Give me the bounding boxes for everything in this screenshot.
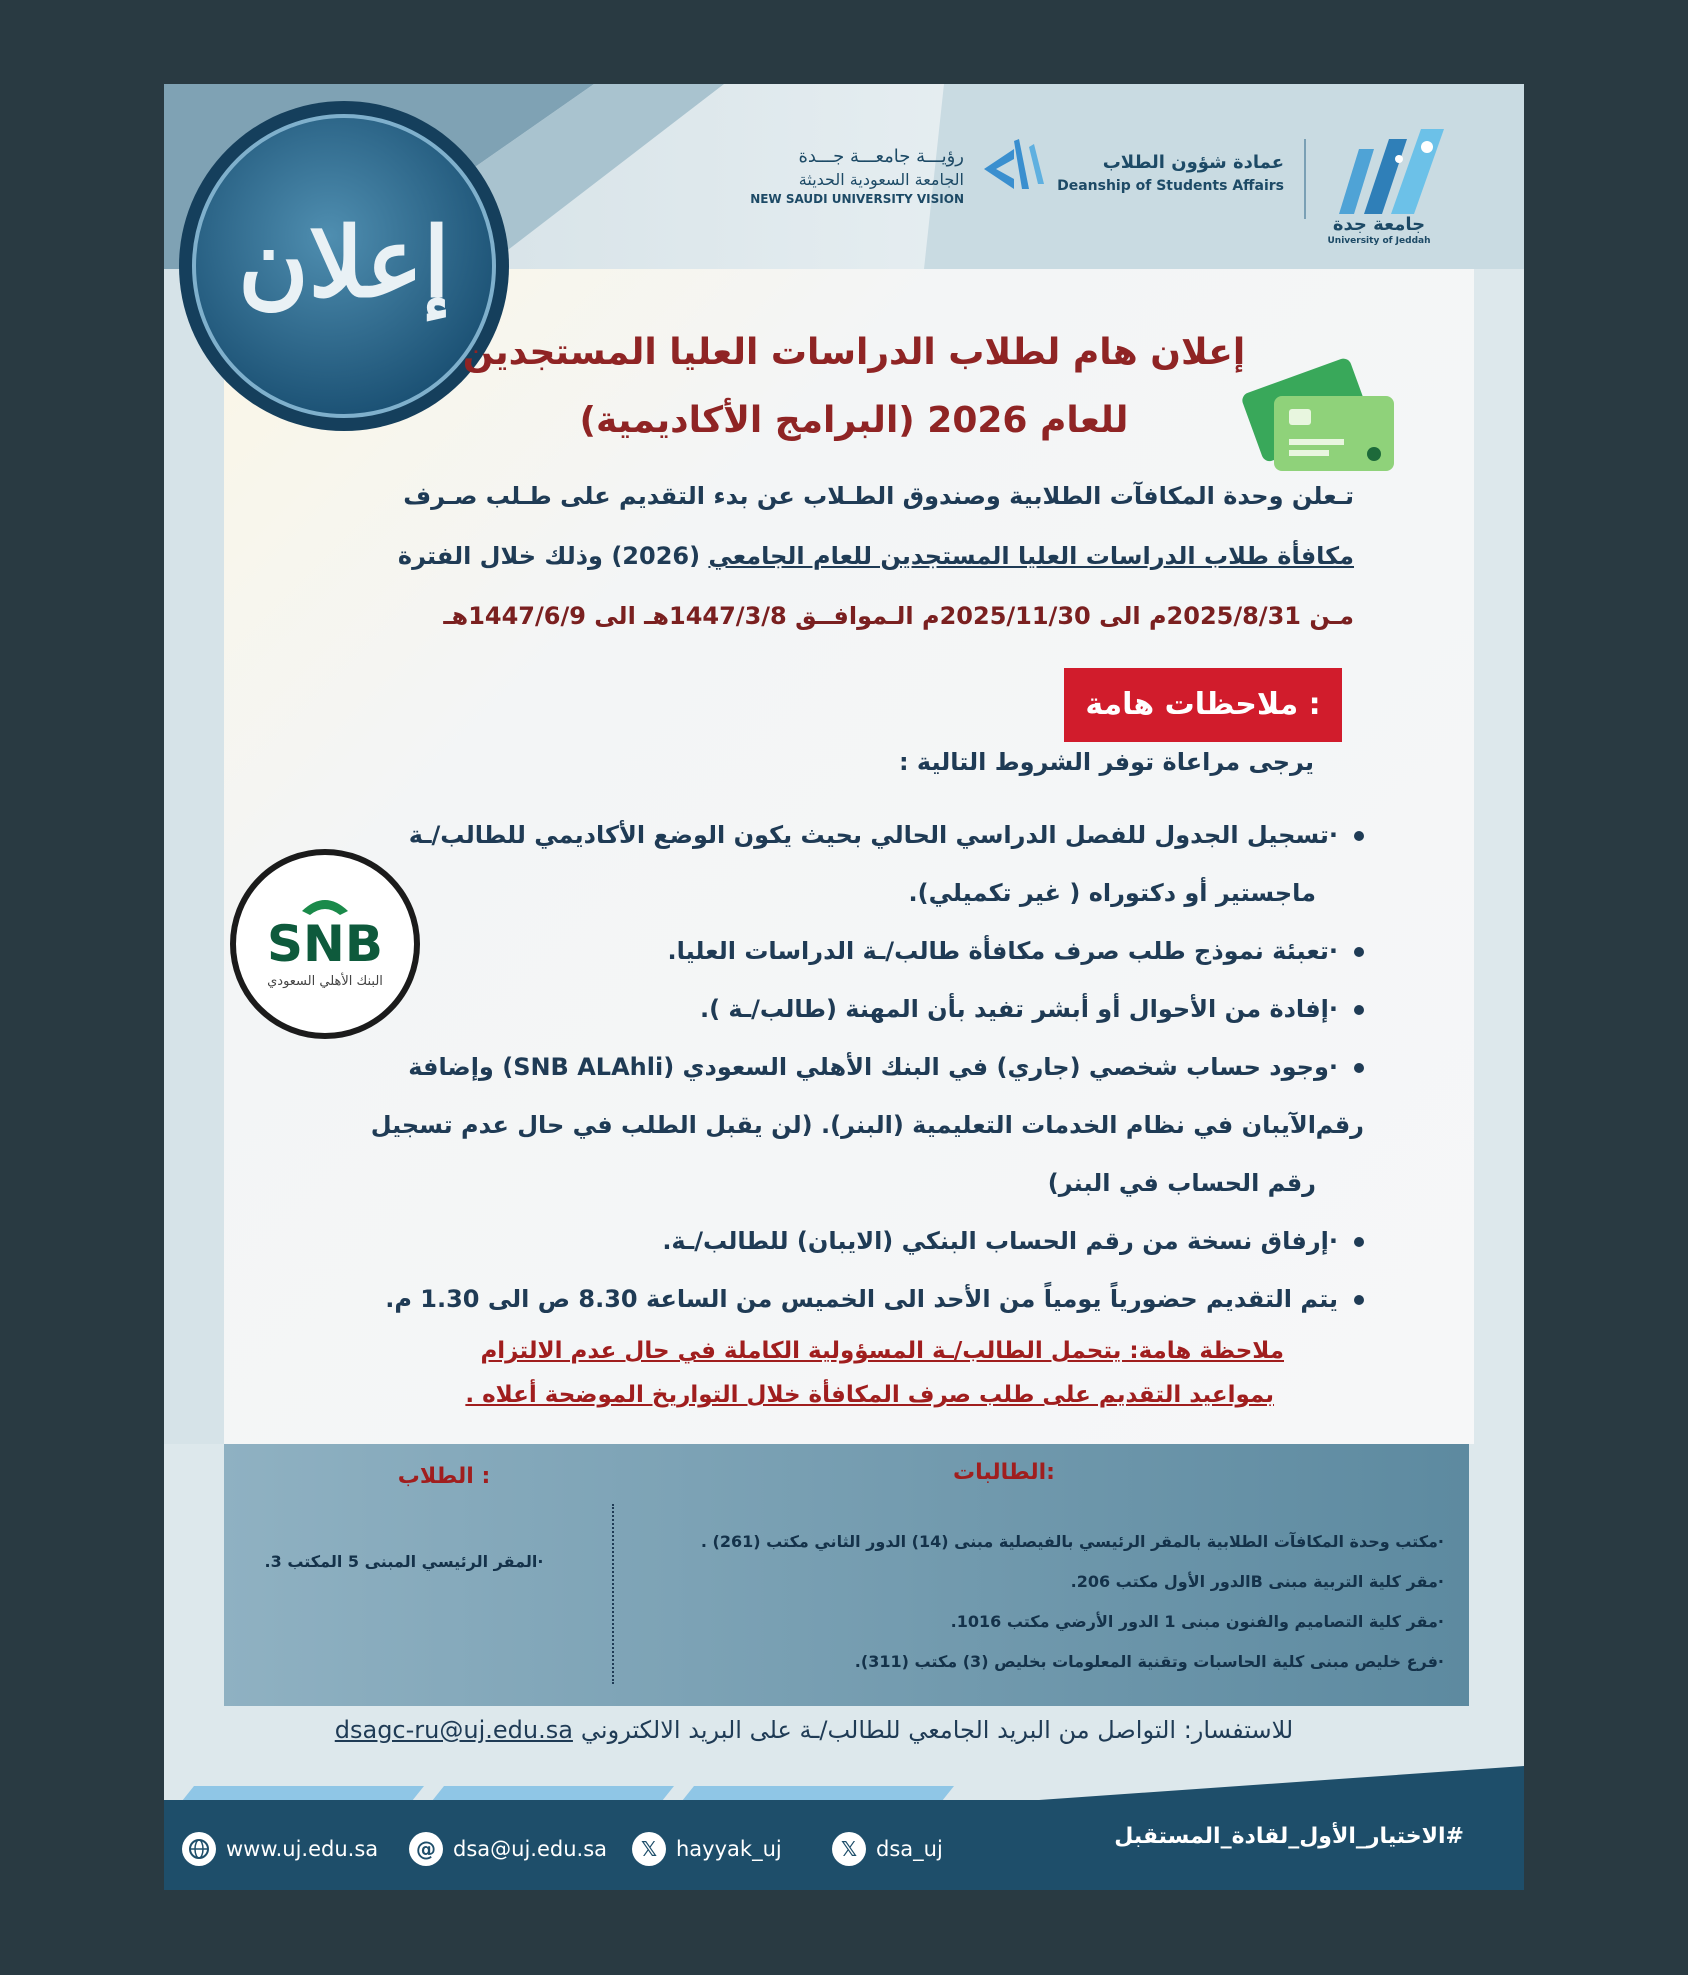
condition-item: ·إرفاق نسخة من رقم الحساب البنكي (الايبان) للطالب/ـة.: [364, 1212, 1364, 1270]
condition-item: ·تسجيل الجدول للفصل الدراسي الحالي بحيث يكون الوضع الأكاديمي للطالب/ـة: [364, 806, 1364, 864]
application-period: مـن 2025/8/31م الى 2025/11/30م الـموافــق 1447/3/8هـ الى 1447/6/9هـ: [443, 602, 1354, 630]
notes-badge: ملاحظات هامة :: [1064, 668, 1342, 742]
intro-line-1: تـعلن وحدة المكافآت الطلابية وصندوق الطـلاب عن بدء التقديم على طـلب صـرف: [403, 482, 1354, 510]
condition-item: ·إفادة من الأحوال أو أبشر تفيد بأن المهنة (طالب/ـة ).: [364, 980, 1364, 1038]
contact-line: [264, 1716, 1364, 1744]
contact-email-link[interactable]: dsagc-ru@uj.edu.sa: [334, 1716, 573, 1744]
x-logo-icon: 𝕏: [832, 1832, 866, 1866]
vision-subtitle-ar: الجامعة السعودية الحديثة: [798, 170, 964, 189]
intro-line-2-rest: (2026) وذلك خلال الفترة: [397, 542, 709, 570]
snb-bank-logo: [230, 849, 420, 1039]
bullet-icon: [1354, 1063, 1364, 1073]
female-location-item: ·فرع خليص مبنى كلية الحاسبات وتقنية المعلومات بخليص (3) مكتب (311).: [854, 1652, 1444, 1671]
program-name: مكافأة طلاب الدراسات العليا المستجدين للعام الجامعي: [708, 542, 1354, 570]
credit-card-icon: [1239, 354, 1399, 484]
female-locations-title: الطالبات:: [953, 1460, 1055, 1485]
headline-line-1: إعلان هام لطلاب الدراسات العليا المستجدين: [462, 332, 1246, 373]
university-name-en: University of Jeddah: [1327, 236, 1431, 246]
university-name: جامعة جدة: [1332, 214, 1426, 235]
x-logo-icon: 𝕏: [632, 1832, 666, 1866]
female-location-item: ·مقر كلية التصاميم والفنون مبنى 1 الدور الأرضي مكتب 1016.: [950, 1612, 1444, 1631]
at-icon: @: [409, 1832, 443, 1866]
bullet-icon: [1354, 947, 1364, 957]
vision-logo-icon: [974, 129, 1054, 209]
website-text: www.uj.edu.sa: [226, 1837, 379, 1861]
bullet-icon: [1354, 1005, 1364, 1015]
condition-item: يتم التقديم حضورياً يومياً من الأحد الى الخميس من الساعة 8.30 ص الى 1.30 م.: [364, 1270, 1364, 1328]
condition-item-continuation: الآيبان في نظام الخدمات التعليمية (البنر). (لن يقبل الطلب في حال عدم تسجيل: [370, 1111, 1316, 1139]
bullet-icon: [1354, 1295, 1364, 1305]
deanship-name-ar: عمادة شؤون الطلاب: [1102, 152, 1284, 173]
condition-item: ·وجود حساب شخصي (جاري) في البنك الأهلي السعودي (SNB ALAhli) وإضافة رقم: [408, 1053, 1364, 1139]
x-account-link-1[interactable]: [632, 1829, 782, 1869]
condition-item-continuation: رقم الحساب في البنر): [1047, 1169, 1316, 1197]
female-location-item: ·مكتب وحدة المكافآت الطلابية بالمقر الرئيسي بالفيصلية مبنى (14) الدور الثاني مكتب (261) .: [700, 1532, 1444, 1551]
email-link[interactable]: [409, 1829, 607, 1869]
x-handle-text: dsa_uj: [876, 1837, 943, 1861]
vision-subtitle-en: NEW SAUDI UNIVERSITY VISION: [750, 192, 964, 206]
headline-line-2: للعام 2026 (البرامج الأكاديمية): [579, 400, 1129, 441]
female-location-item: ·مقر كلية التربية مبنى Bالدور الأول مكتب 206.: [1070, 1572, 1444, 1591]
email-text: dsa@uj.edu.sa: [453, 1837, 608, 1861]
warning-line-1: ملاحظة هامة: يتحمل الطالب/ـة المسؤولية الكاملة في حال عدم الالتزام: [480, 1338, 1284, 1364]
hashtag: #الاختيار_الأول_لقادة_المستقبل: [1114, 1824, 1464, 1849]
contact-text: للاستفسار: التواصل من البريد الجامعي للطالب/ـة على البريد الالكتروني: [580, 1716, 1294, 1744]
bullet-icon: [1354, 1237, 1364, 1247]
intro-line-2: [364, 542, 1354, 570]
website-link[interactable]: [182, 1829, 378, 1869]
male-location-item: ·المقر الرئيسي المبنى 5 المكتب 3.: [264, 1552, 544, 1571]
svg-text:البنك الأهلي السعودي: البنك الأهلي السعودي: [267, 974, 383, 989]
logo-divider: [1304, 139, 1306, 219]
bullet-icon: [1354, 831, 1364, 841]
svg-text:إعلان: إعلان: [238, 206, 450, 319]
announcement-poster: [164, 84, 1524, 1890]
locations-divider: [612, 1504, 614, 1684]
x-handle-text: hayyak_uj: [676, 1837, 782, 1861]
male-locations-title: الطلاب :: [397, 1464, 491, 1489]
condition-item: ·تعبئة نموذج طلب صرف مكافأة طالب/ـة الدراسات العليا.: [364, 922, 1364, 980]
headline: [444, 319, 1264, 455]
left-margin-band: [164, 269, 224, 1444]
svg-text:SNB: SNB: [267, 915, 383, 973]
warning-line-2: بمواعيد التقديم على طلب صرف المكافأة خلال التواريخ الموضحة أعلاه .: [465, 1382, 1274, 1408]
conditions-intro: يرجى مراعاة توفر الشروط التالية :: [898, 748, 1314, 776]
deanship-name-en: Deanship of Students Affairs: [1057, 178, 1284, 194]
x-account-link-2[interactable]: [832, 1829, 943, 1869]
globe-icon: [182, 1832, 216, 1866]
vision-title-ar: رؤيـــة جامعـــة جـــدة: [798, 146, 964, 167]
condition-item-continuation: ماجستير أو دكتوراه ( غير تكميلي).: [908, 879, 1316, 907]
